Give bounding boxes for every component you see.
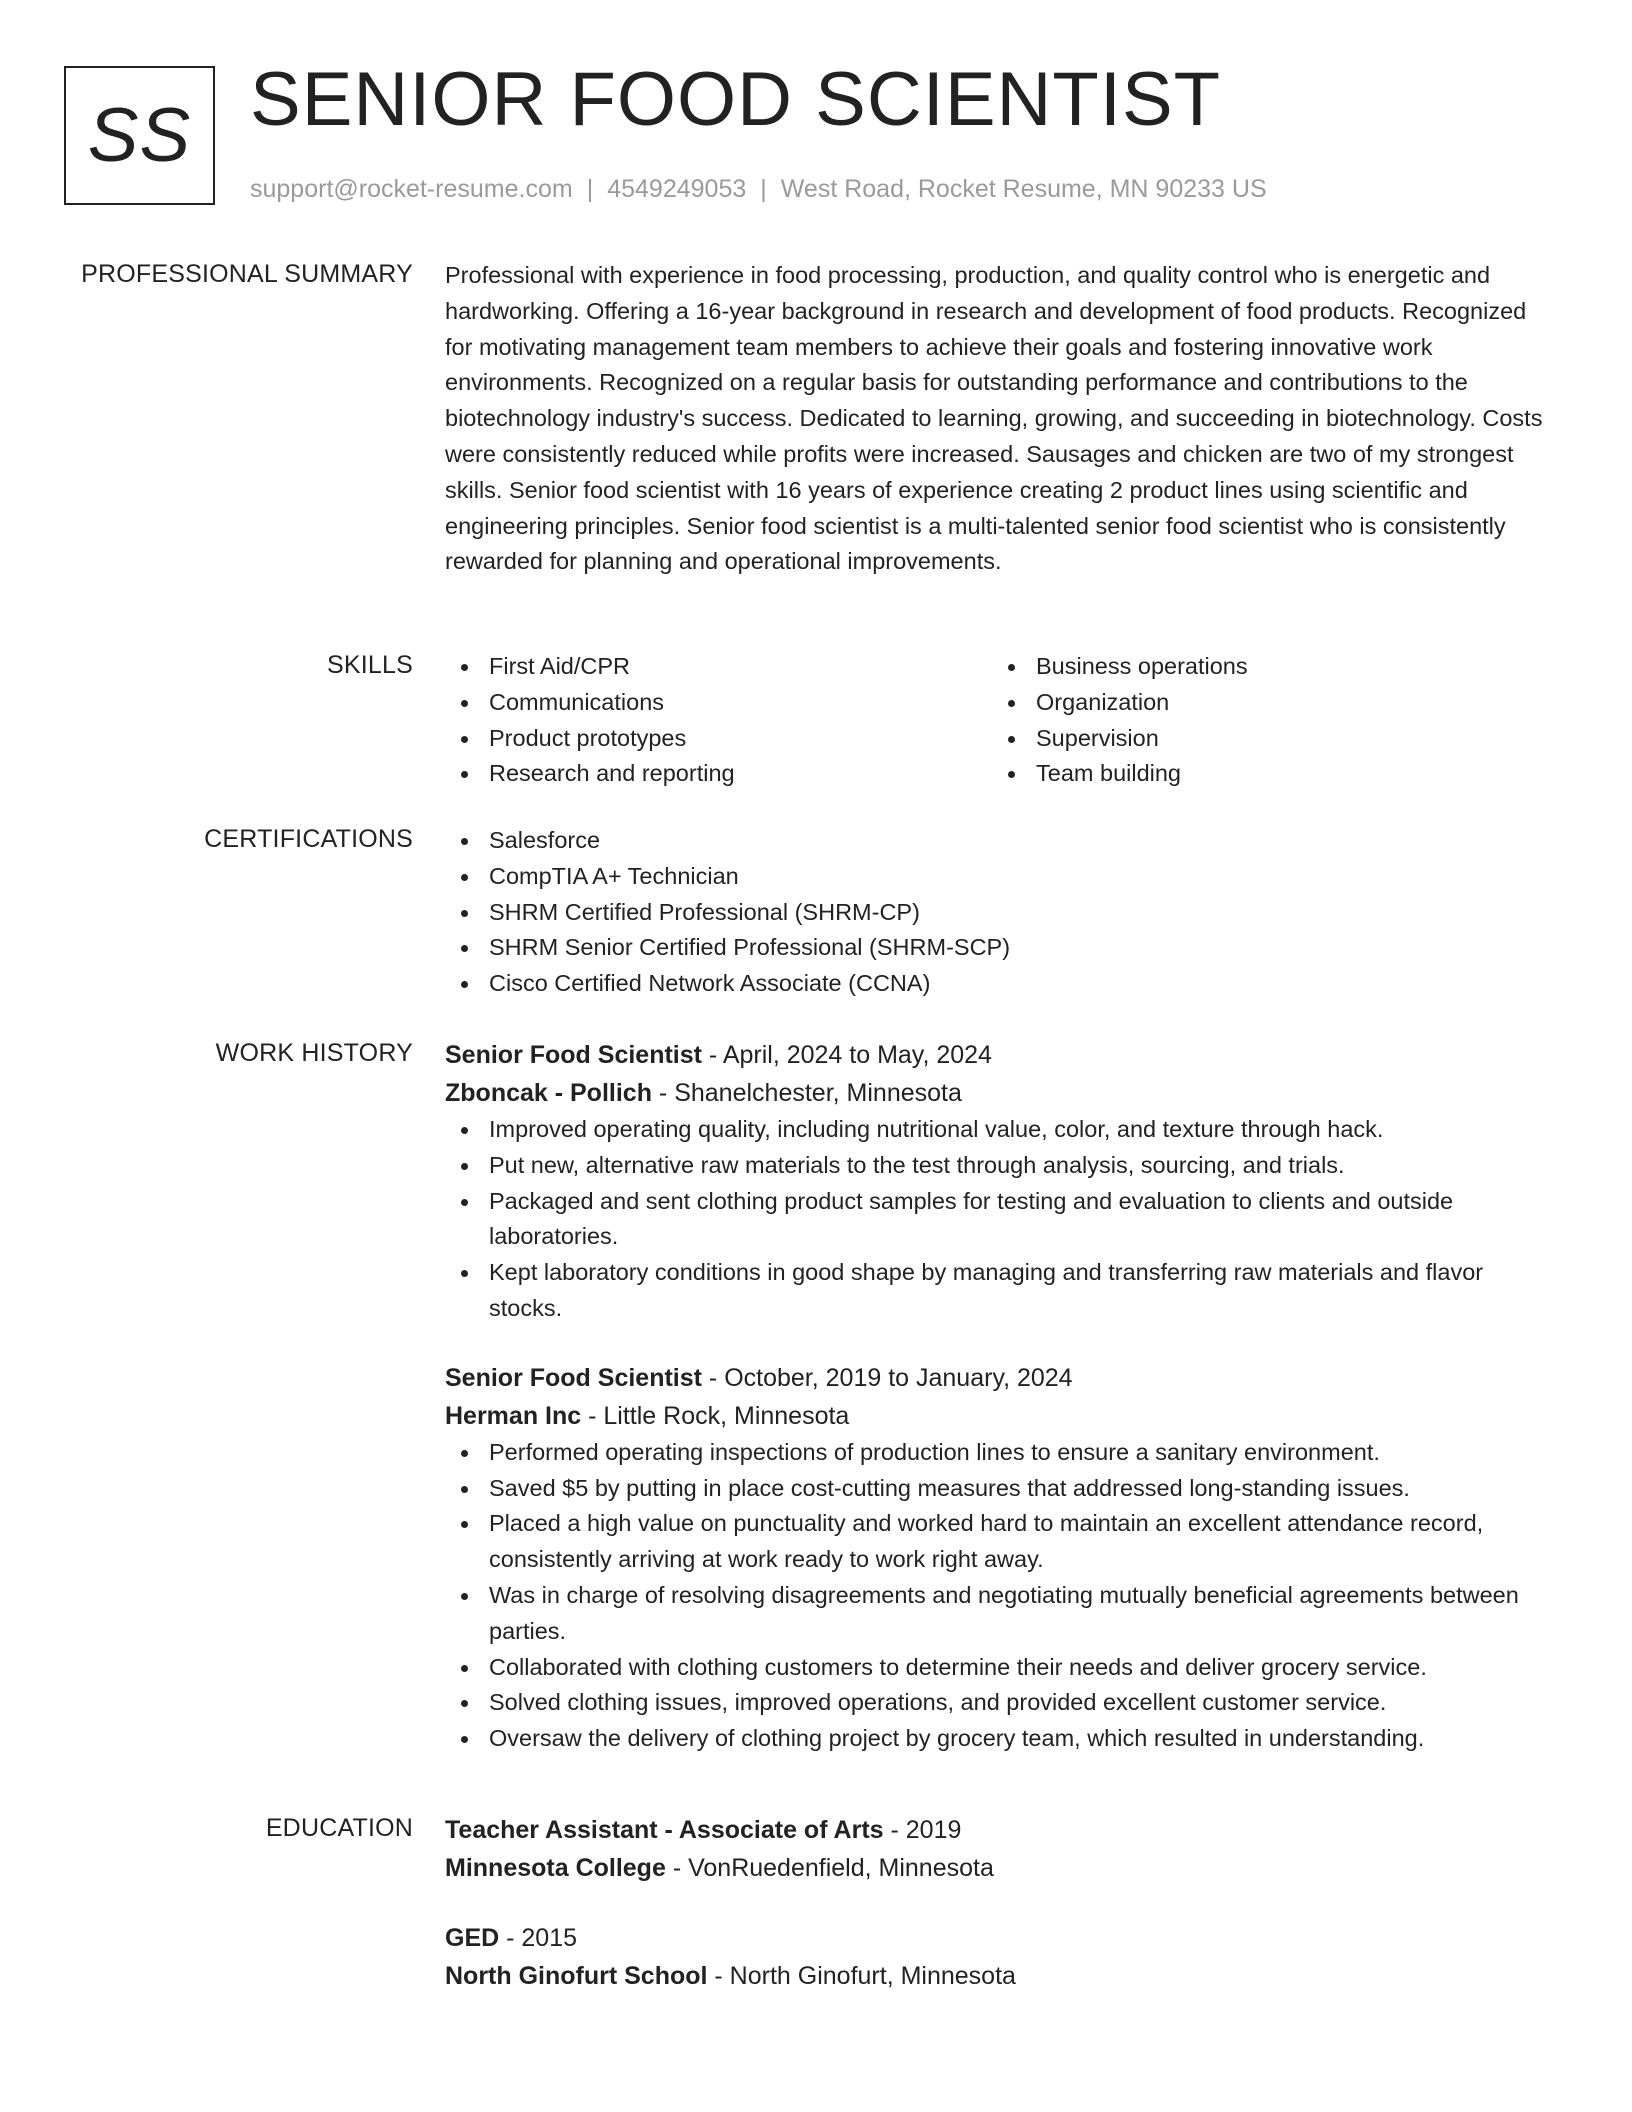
job-title: Senior Food Scientist	[445, 1363, 702, 1392]
education-location: - North Ginofurt, Minnesota	[707, 1962, 1016, 1990]
job-title-line	[445, 1359, 1555, 1397]
education-degree-line	[445, 1919, 1555, 1957]
education-year: - 2015	[499, 1924, 578, 1952]
job-duty: Collaborated with clothing customers to determine their needs and deliver grocery service.	[489, 1650, 1555, 1686]
resume-title: SENIOR FOOD SCIENTIST	[250, 57, 1222, 142]
certification-item: CompTIA A+ Technician	[489, 859, 1555, 895]
job-duty: Saved $5 by putting in place cost-cutting measures that addressed long-standing issues.	[489, 1471, 1555, 1507]
job-location: - Little Rock, Minnesota	[581, 1401, 850, 1430]
education-location: - VonRuedenfield, Minnesota	[665, 1854, 994, 1882]
job-duty: Solved clothing issues, improved operations, and provided excellent customer service.	[489, 1685, 1555, 1721]
job-duty: Kept laboratory conditions in good shape by managing and transferring raw materials and flavor stocks.	[489, 1255, 1555, 1327]
contact-email: support@rocket-resume.com	[250, 175, 573, 203]
certifications-body	[445, 823, 1555, 1002]
education-school-line	[445, 1849, 1555, 1887]
education-degree: GED	[445, 1924, 500, 1952]
job-dates: - April, 2024 to May, 2024	[701, 1041, 992, 1069]
job-duty: Improved operating quality, including nutritional value, color, and texture through hack.	[489, 1112, 1555, 1148]
section-heading-summary: PROFESSIONAL SUMMARY	[81, 260, 413, 288]
job-duty: Was in charge of resolving disagreements and negotiating mutually beneficial agreements between parties.	[489, 1578, 1555, 1650]
job-duties-list	[445, 1435, 1555, 1757]
job-duty: Oversaw the delivery of clothing project by grocery team, which resulted in understanding.	[489, 1721, 1555, 1757]
summary-body	[445, 258, 1555, 580]
contact-address: West Road, Rocket Resume, MN 90233 US	[780, 175, 1267, 203]
job-title: Senior Food Scientist	[445, 1041, 702, 1069]
job-duty: Performed operating inspections of production lines to ensure a sanitary environment.	[489, 1435, 1555, 1471]
work-history-body	[445, 1036, 1555, 1757]
job-company-line	[445, 1397, 1555, 1435]
contact-separator: |	[586, 175, 594, 203]
job-dates: - October, 2019 to January, 2024	[701, 1363, 1073, 1392]
job-entry	[445, 1036, 1555, 1327]
education-school-line	[445, 1957, 1555, 1995]
job-duty: Placed a high value on punctuality and worked hard to maintain an excellent attendance record, consistently arriving at work ready to work right away.	[489, 1506, 1555, 1578]
section-heading-skills: SKILLS	[327, 651, 413, 679]
education-entry	[445, 1919, 1555, 1995]
contact-line	[250, 175, 1267, 204]
monogram-box	[64, 66, 215, 205]
summary-text: Professional with experience in food processing, production, and quality control who is energetic and hardworking. Offering a 16-year background in research and development of food products. Recognized for motivating management team members to achieve their goals and fostering innovative work environments. Recognized on a regular basis for outstanding performance and contributions to the biotechnology industry's success. Dedicated to learning, growing, and succeeding in biotechnology. Costs were consistently reduced while profits were increased. Sausages and chicken are two of my strongest skills. Senior food scientist with 16 years of experience creating 2 product lines using scientific and engineering principles. Senior food scientist is a multi-talented senior food scientist who is consistently rewarded for planning and operational improvements.	[445, 262, 1543, 575]
job-duty: Put new, alternative raw materials to the test through analysis, sourcing, and trials.	[489, 1148, 1555, 1184]
skill-item: First Aid/CPR	[489, 649, 992, 685]
job-duty: Packaged and sent clothing product samples for testing and evaluation to clients and outside laboratories.	[489, 1184, 1555, 1256]
contact-separator: |	[760, 175, 767, 203]
certification-item: Salesforce	[489, 823, 1555, 859]
section-heading-work-history: WORK HISTORY	[215, 1039, 413, 1067]
job-title-line	[445, 1036, 1555, 1074]
skill-item: Communications	[489, 685, 992, 721]
job-company-line	[445, 1074, 1555, 1112]
skill-item: Product prototypes	[489, 721, 992, 757]
skill-item: Business operations	[1036, 649, 1539, 685]
certification-item: Cisco Certified Network Associate (CCNA)	[489, 966, 1555, 1002]
job-entry	[445, 1359, 1555, 1757]
job-duties-list	[445, 1112, 1555, 1327]
skill-item: Research and reporting	[489, 756, 992, 792]
education-entry	[445, 1811, 1555, 1887]
section-heading-certifications: CERTIFICATIONS	[204, 825, 413, 853]
job-company: Herman Inc	[445, 1401, 582, 1430]
skills-list-left	[445, 649, 992, 792]
education-degree: Teacher Assistant - Associate of Arts	[445, 1816, 884, 1844]
education-body	[445, 1811, 1555, 1995]
education-degree-line	[445, 1811, 1555, 1849]
monogram-initials: SS	[87, 93, 192, 178]
skill-item: Supervision	[1036, 721, 1539, 757]
skill-item: Organization	[1036, 685, 1539, 721]
education-school: North Ginofurt School	[445, 1962, 708, 1990]
job-company: Zboncak - Pollich	[445, 1079, 652, 1107]
certification-item: SHRM Senior Certified Professional (SHRM-SCP)	[489, 930, 1555, 966]
education-year: - 2019	[883, 1816, 962, 1844]
certifications-list	[445, 823, 1555, 1002]
skill-item: Team building	[1036, 756, 1539, 792]
skills-list-right	[992, 649, 1539, 792]
education-school: Minnesota College	[445, 1854, 666, 1882]
contact-phone: 4549249053	[607, 175, 747, 203]
job-location: - Shanelchester, Minnesota	[651, 1079, 962, 1107]
section-heading-education: EDUCATION	[265, 1814, 413, 1842]
skills-body	[445, 649, 1555, 792]
certification-item: SHRM Certified Professional (SHRM-CP)	[489, 895, 1555, 931]
